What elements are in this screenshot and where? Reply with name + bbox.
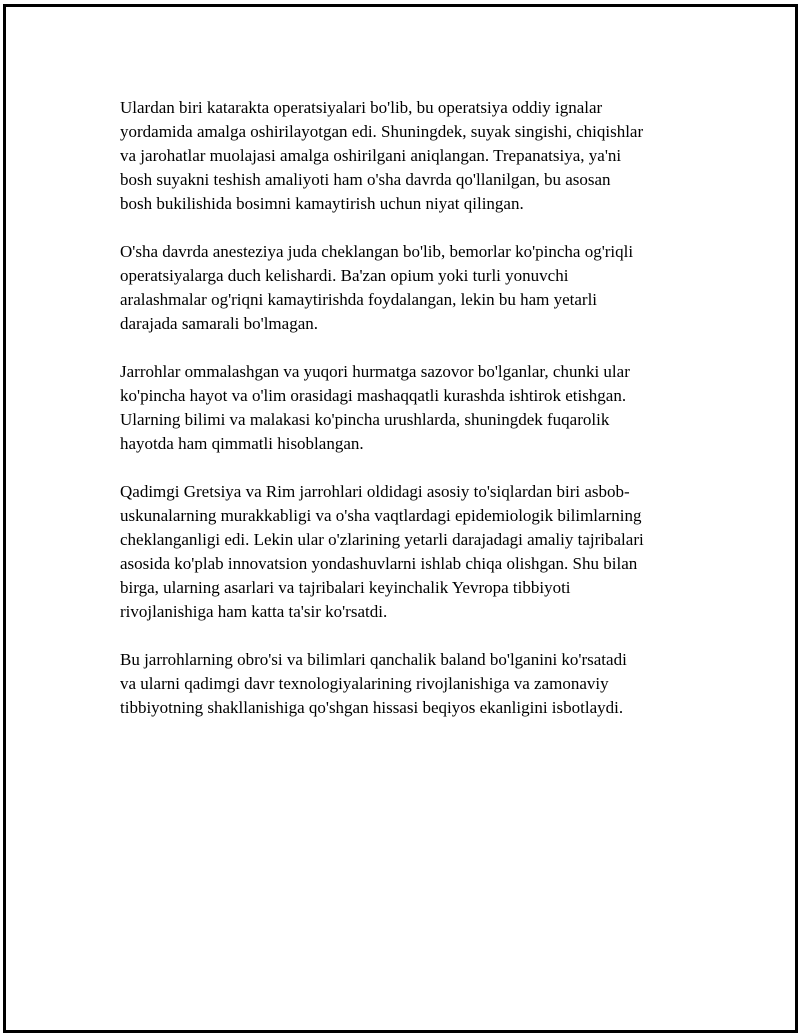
text-line: bosh suyakni teshish amaliyoti ham o'sha davrda qo'llanilgan, bu asosan: [120, 170, 611, 189]
text-line: birga, ularning asarlari va tajribalari keyinchalik Yevropa tibbiyoti: [120, 578, 571, 597]
page-frame: [3, 4, 798, 1033]
text-line: va jarohatlar muolajasi amalga oshirilgani aniqlangan. Trepanatsiya, ya'ni: [120, 146, 622, 165]
paragraph: [120, 360, 700, 456]
text-line: Qadimgi Gretsiya va Rim jarrohlari oldidagi asosiy to'siqlardan biri asbob-: [120, 482, 630, 501]
text-line: Ulardan biri katarakta operatsiyalari bo'lib, bu operatsiya oddiy ignalar: [120, 98, 603, 117]
text-line: va ularni qadimgi davr texnologiyalarining rivojlanishiga va zamonaviy: [120, 674, 609, 693]
text-line: darajada samarali bo'lmagan.: [120, 314, 318, 333]
paragraph: [120, 240, 700, 336]
text-line: Bu jarrohlarning obro'si va bilimlari qanchalik baland bo'lganini ko'rsatadi: [120, 650, 627, 669]
text-line: O'sha davrda anesteziya juda cheklangan bo'lib, bemorlar ko'pincha og'riqli: [120, 242, 634, 261]
paragraph: [120, 96, 700, 216]
paragraph: [120, 648, 700, 720]
text-line: rivojlanishiga ham katta ta'sir ko'rsatdi.: [120, 602, 388, 621]
document-body: [120, 96, 700, 744]
text-line: yordamida amalga oshirilayotgan edi. Shuningdek, suyak singishi, chiqishlar: [120, 122, 644, 141]
paragraph: [120, 480, 700, 624]
text-line: hayotda ham qimmatli hisoblangan.: [120, 434, 364, 453]
text-line: Jarrohlar ommalashgan va yuqori hurmatga sazovor bo'lganlar, chunki ular: [120, 362, 630, 381]
text-line: ko'pincha hayot va o'lim orasidagi mashaqqatli kurashda ishtirok etishgan.: [120, 386, 627, 405]
text-line: bosh bukilishida bosimni kamaytirish uchun niyat qilingan.: [120, 194, 524, 213]
text-line: aralashmalar og'riqni kamaytirishda foydalangan, lekin bu ham yetarli: [120, 290, 598, 309]
text-line: uskunalarning murakkabligi va o'sha vaqtlardagi epidemiologik bilimlarning: [120, 506, 642, 525]
text-line: tibbiyotning shakllanishiga qo'shgan hissasi beqiyos ekanligini isbotlaydi.: [120, 698, 624, 717]
text-line: asosida ko'plab innovatsion yondashuvlarni ishlab chiqa olishgan. Shu bilan: [120, 554, 638, 573]
text-line: cheklanganligi edi. Lekin ular o'zlarining yetarli darajadagi amaliy tajribalari: [120, 530, 644, 549]
text-line: operatsiyalarga duch kelishardi. Ba'zan opium yoki turli yonuvchi: [120, 266, 569, 285]
text-line: Ularning bilimi va malakasi ko'pincha urushlarda, shuningdek fuqarolik: [120, 410, 610, 429]
